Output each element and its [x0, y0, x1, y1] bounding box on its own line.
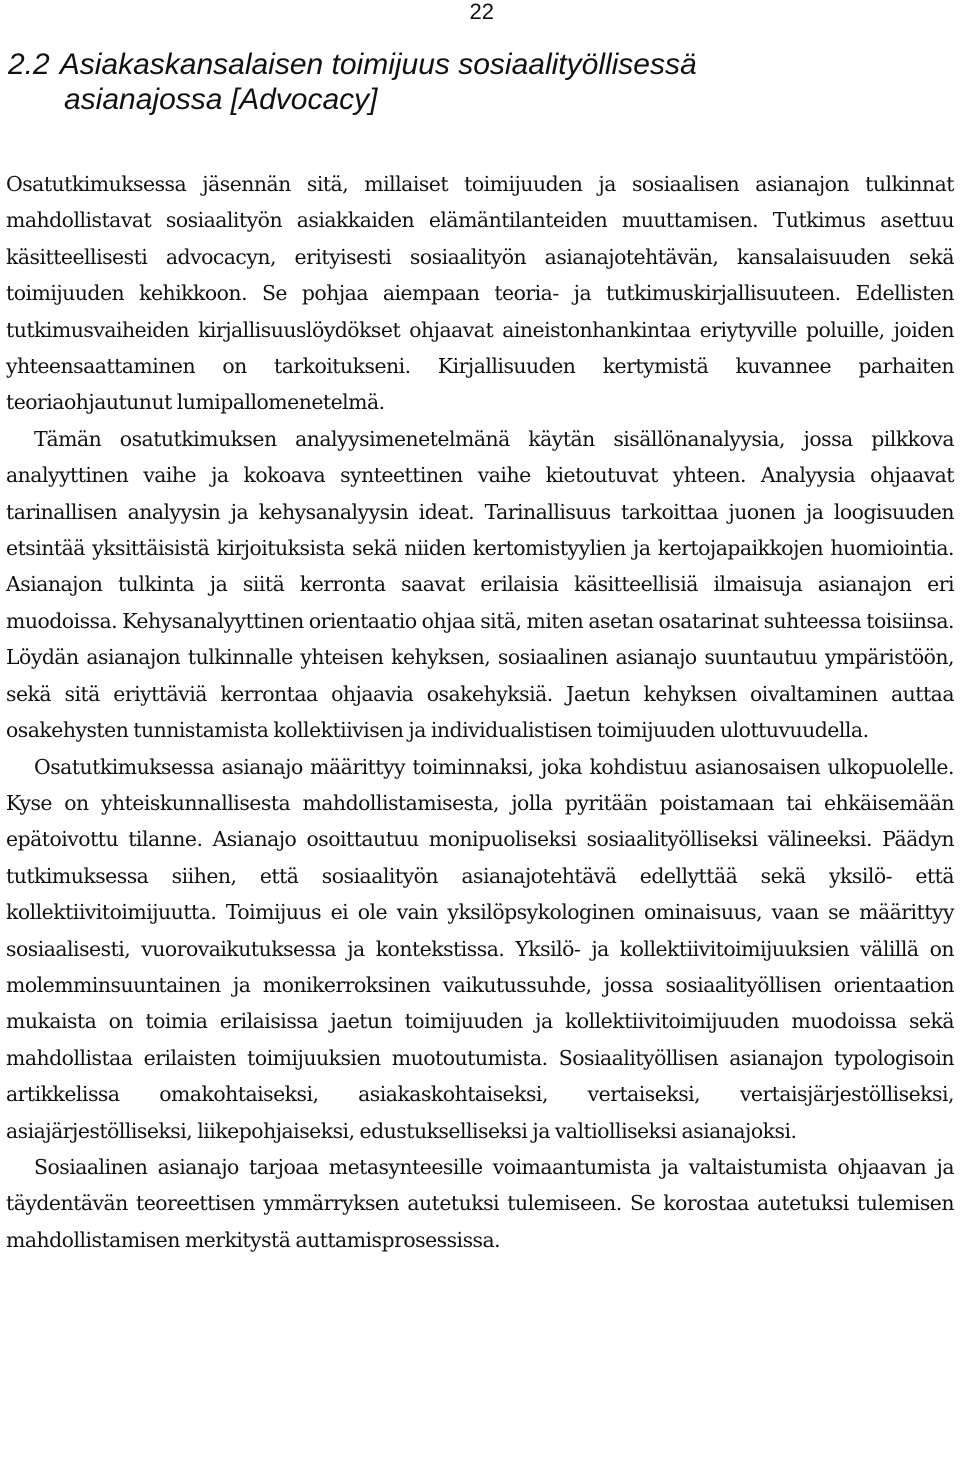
- paragraph: Osatutkimuksessa jäsennän sitä, millaiset toimijuuden ja sosiaalisen asianajon tulkinnat mahdollistavat sosiaalityön asiakkaiden elämäntilanteiden muuttamisen. Tutkimus asettuu käsitteellisesti advocacyn, erityisesti sosiaalityön asianajotehtävän, kansalaisuuden sekä toimijuuden kehikkoon. Se pohjaa aiempaan teoria- ja tutkimuskirjallisuuteen. Edellisten tutkimusvaiheiden kirjallisuuslöydökset ohjaavat aineistonhankintaa eriytyville poluille, joiden yhteensaattaminen on tarkoitukseni. Kirjallisuuden kertymistä kuvannee parhaiten teoriaohjautunut lumipallomenetelmä.: [6, 172, 954, 415]
- section-number: 2.2: [8, 48, 50, 81]
- paragraph: Tämän osatutkimuksen analyysimenetelmänä käytän sisällönanalyysia, jossa pilkkova analyyttinen vaihe ja kokoava synteettinen vaihe kietoutuvat yhteen. Analyysia ohjaavat tarinallisen analyysin ja kehysanalyysin ideat. Tarinallisuus tarkoittaa juonen ja loogisuuden etsintää yksittäisistä kirjoituksista sekä niiden kertomistyylien ja kertojapaikkojen huomiointia. Asianajon tulkinta ja siitä kerronta saavat erilaisia käsitteellisiä ilmaisuja asianajon eri muodoissa. Kehysanalyyttinen orientaatio ohjaa sitä, miten asetan osatarinat suhteessa toisiinsa. Löydän asianajon tulkinnalle yhteisen kehyksen, sosiaalinen asianajo suuntautuu ympäristöön, sekä sitä eriyttäviä kerrontaa ohjaavia osakehyksiä. Jaetun kehyksen oivaltaminen auttaa osakehysten tunnistamista kollektiivisen ja individualistisen toimijuuden ulottuvuudella.: [6, 426, 954, 743]
- section-title-line2: asianajossa [Advocacy]: [64, 83, 378, 116]
- paragraph: Sosiaalinen asianajo tarjoaa metasynteesille voimaantumista ja valtaistumista ohjaavan ja täydentävän teoreettisen ymmärryksen autetuksi tulemiseen. Se korostaa autetuksi tulemisen mahdollistamisen merkitystä auttamisprosessissa.: [6, 1154, 954, 1252]
- paragraph: Osatutkimuksessa asianajo määrittyy toiminnaksi, joka kohdistuu asianosaisen ulkopuolelle. Kyse on yhteiskunnallisesta mahdollistamisesta, jolla pyritään poistamaan tai ehkäisemään epätoivottu tilanne. Asianajo osoittautuu monipuoliseksi sosiaalityölliseksi välineeksi. Päädyn tutkimuksessa siihen, että sosiaalityön asianajotehtävä edellyttää sekä yksilö- että kollektiivitoimijuutta. Toimijuus ei ole vain yksilöpsykologinen ominaisuus, vaan se määrittyy sosiaalisesti, vuorovaikutuksessa ja kontekstissa. Yksilö- ja kollektiivitoimijuuksien välillä on molemminsuuntainen ja monikerroksinen vaikutussuhde, jossa sosiaalityöllisen orientaation mukaista on toimia erilaisissa jaetun toimijuuden ja kollektiivitoimijuuden muodoissa sekä mahdollistaa erilaisten toimijuuksien muotoutumista. Sosiaalityöllisen asianajon typologisoin artikkelissa omakohtaiseksi, asiakaskohtaiseksi, vertaiseksi, vertaisjärjestölliseksi, asiajärjestölliseksi, liikepohjaiseksi, edustukselliseksi ja valtiolliseksi asianajoksi.: [6, 754, 954, 1143]
- section-heading: [8, 47, 908, 117]
- body-text: [6, 166, 954, 1258]
- page-number: 22: [469, 0, 494, 24]
- section-title-line1: Asiakaskansalaisen toimijuus sosiaalityöllisessä: [59, 48, 697, 81]
